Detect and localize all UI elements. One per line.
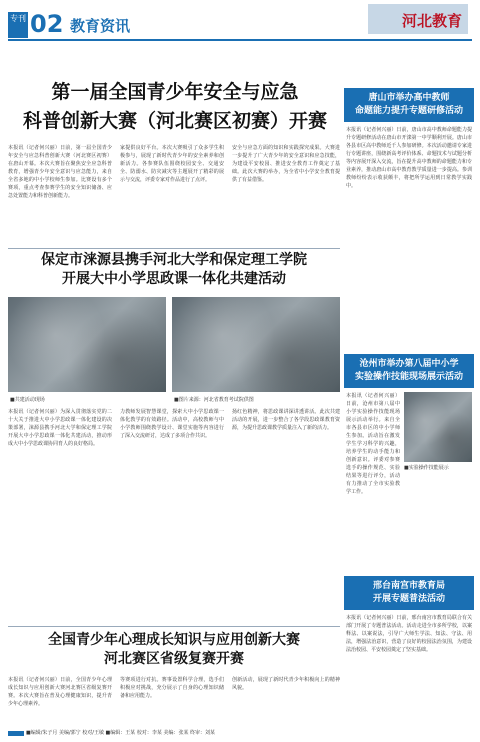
article1-column-2: 家提供良好平台。本次大赛吸引了众多学生积极参与，展现了新时代青少年的安全素养和创新活力。各参赛队伍围绕校园安全、交通安全、防溺水、防灾减灾等主题展开了精彩的展示与交流，评委专家对作品进行了点评。 <box>120 145 224 183</box>
article3-column-1: 本报讯（记者何兴丽）日前，全国青少年心理成长知识与应用创新大赛河北赛区省级复赛开赛。本次大赛旨在普及心理健康知识，提升青少年心理素养。 <box>8 677 112 707</box>
sidebar-box1-text: 本报讯（记者何兴丽）日前，唐山市高中教师命题能力提升专题研修活动在唐山市开滦第一中学顺利开展。唐山市各县市区高中教师近千人参加研修。本次活动邀请专家进行专题讲座，围绕新高考评价体系、命题技术与试题分析等内容展开深入交流，旨在提升高中教师的命题能力和专业素养，推动唐山市高中教育教学质量进一步提高。参训教师纷纷表示收获颇丰，将把所学运用到日常教学实践中。 <box>346 127 472 189</box>
footer-accent-bar <box>8 731 24 736</box>
sidebar-box3-text: 本报讯（记者何兴丽）日前，邢台南宫市教育局联合有关部门开展了专题普法活动。活动走进全市多所学校，以案释法、以案说法，引导广大师生学法、知法、守法、用法，增强法治意识，营造了良好的校园法治氛围，为建设法治校园、平安校园奠定了坚实基础。 <box>346 615 472 653</box>
experiment-photo <box>404 392 472 462</box>
article1-title-line2: 科普创新大赛（河北赛区初赛）开赛 <box>22 110 327 132</box>
masthead-logo: 河北教育 <box>401 12 462 30</box>
box1-title-line1: 唐山市举办高中教师 <box>368 93 450 103</box>
article1-title-line1: 第一届全国青少年安全与应急 <box>51 81 299 103</box>
box1-title-line2: 命题能力提升专题研修活动 <box>354 106 463 116</box>
footer-credits: ■编辑/朱子月 美编/郭宁 校对/王敏 ■编辑：王某 校对：李某 美编：张某 终审：刘某 <box>26 730 216 736</box>
article2-title-line2: 开展大中小学思政课一体化共建活动 <box>62 271 286 287</box>
event-photo-2 <box>172 297 340 392</box>
article2-title-line1: 保定市涞源县携手河北大学和保定理工学院 <box>41 252 307 268</box>
header-divider <box>8 39 472 41</box>
box3-title-line2: 开展专题普法活动 <box>372 594 445 604</box>
article3-column-3: 创新活动，展现了新时代青少年积极向上的精神风貌。 <box>232 677 340 691</box>
newspaper-masthead <box>368 4 468 34</box>
section-title: 教育资讯 <box>70 17 131 35</box>
event-photo-1 <box>8 297 166 392</box>
article2-column-3: 扬红色精神，将思政课讲深讲透讲活。此次共建活动的开展，进一步整合了各学段思政课教育资源，为提升思政课教学质量注入了新的活力。 <box>232 409 340 431</box>
article3-title-line1: 全国青少年心理成长知识与应用创新大赛 <box>48 632 300 648</box>
page-number: 02 <box>30 10 64 38</box>
sidebar-box2-text-left: 本报讯（记者何兴丽）日前，沧州市第八届中小学实验操作技能现场展示活动举行。来自全市各县市区的中小学师生参加。活动旨在激发学生学习科学的兴趣，培养学生的动手能力和创新意识。评委对参赛选手的操作规范、实验结果等进行评分，活动有力推动了全市实验教学工作。 <box>346 393 400 495</box>
sidebar-news <box>344 44 474 720</box>
article1-column-1: 本报讯（记者何兴丽）日前，第一届全国青少年安全与应急科普创新大赛（河北赛区初赛）在唐山开幕。本次大赛旨在聚焦安全应急科普教育，增强青少年安全意识与应急能力，来自全省多地的中小学校师生参加。比赛设有多个赛项，重点考查参赛学生的安全知识储备、应急处置能力和科普创新能力。 <box>8 145 112 199</box>
special-edition-tab: 专刊 <box>8 12 28 38</box>
photo2-caption: ■图片来源：河北省教育考试院供图 <box>174 397 254 403</box>
experiment-photo-caption: ■实验操作技能展示 <box>404 465 449 471</box>
sidebar-box2-title <box>344 354 474 388</box>
sidebar-box3-title <box>344 576 474 610</box>
article2-column-2: 力教师发展智慧课堂，探索大中小学思政课一体化教学的有效路径。活动中，高校教师与中小学教师围绕教学设计、课堂实施等内容进行了深入交流研讨，达成了多项合作共识。 <box>120 409 224 439</box>
main-articles <box>8 44 340 720</box>
article1-headline <box>22 78 328 136</box>
photo1-caption: ■共建活动现场 <box>10 397 45 403</box>
page-header <box>0 0 480 40</box>
article-divider <box>8 626 340 627</box>
article1-column-3: 安全与应急方面的知识和实践探究成果。大赛进一步提升了广大青少年的安全意识和应急技能，为建设平安校园、推进安全教育工作奠定了基础。此次大赛的举办，为全省中小学安全教育提供了有益借鉴。 <box>232 145 340 183</box>
article3-headline <box>8 631 340 669</box>
sidebar-box1-title <box>344 88 474 122</box>
article3-column-2: 等赛项进行对抗。赛事设置科学合理，选手们积极应对挑战，充分展示了自身的心理知识储备和应用能力。 <box>120 677 224 699</box>
box2-title-line1: 沧州市举办第八届中小学 <box>359 359 459 369</box>
article-divider <box>8 248 340 249</box>
page-footer <box>8 728 474 738</box>
article3-title-line2: 河北赛区省级复赛开赛 <box>104 651 244 667</box>
article2-column-1: 本报讯（记者何兴丽）为深入贯彻落实党的二十大关于推进大中小学思政课一体化建设的决策部署，涞源县携手河北大学和保定理工学院开展大中小学思政课一体化共建活动，推动形成大中小学思政课协同育人的良好格局。 <box>8 409 112 447</box>
box3-title-line1: 邢台南宫市教育局 <box>372 581 445 591</box>
article2-headline <box>8 251 340 289</box>
box2-title-line2: 实验操作技能现场展示活动 <box>354 372 463 382</box>
